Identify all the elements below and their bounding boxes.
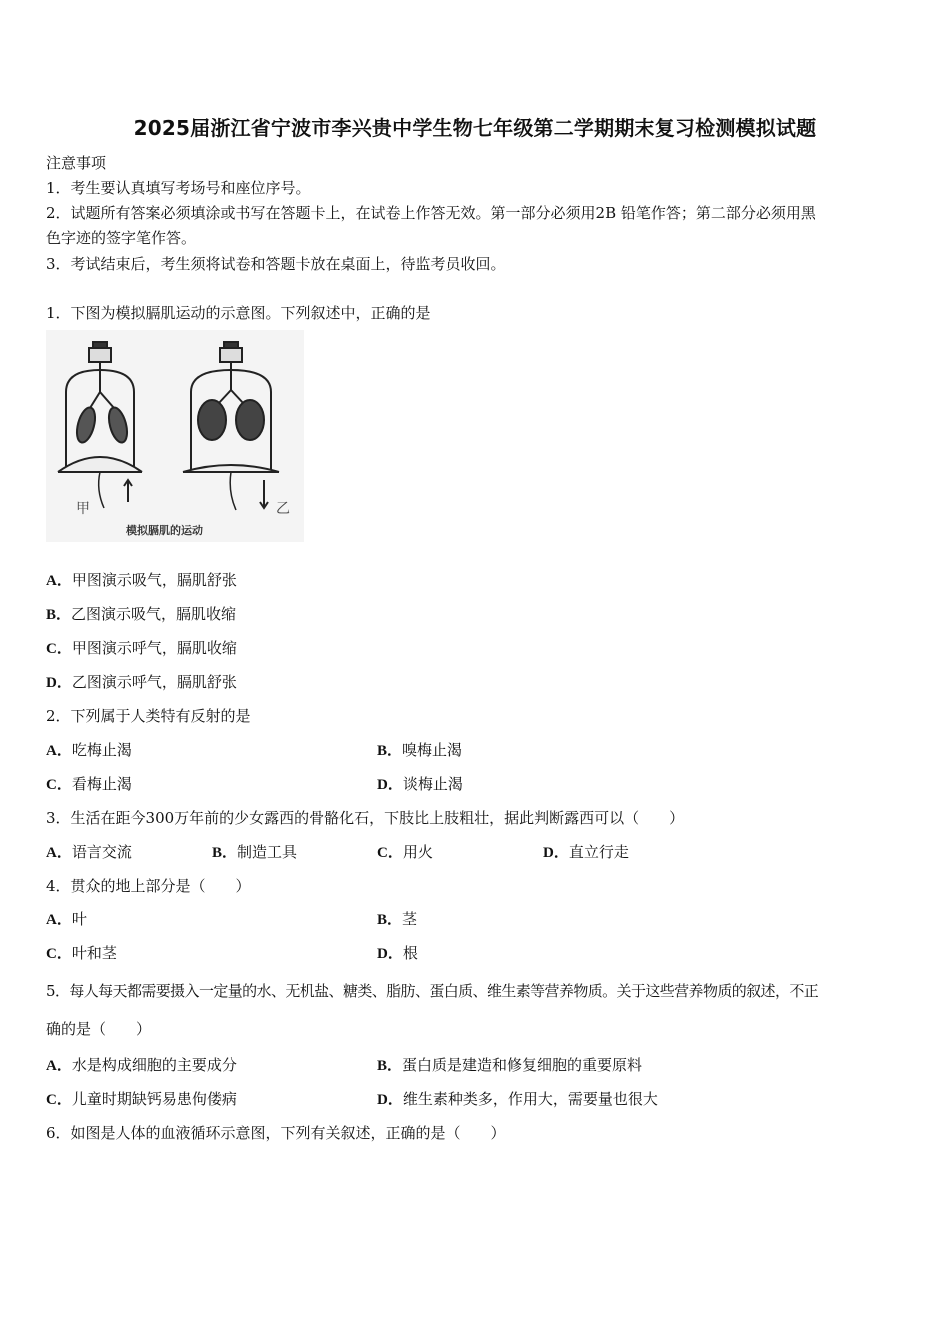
option-text: 谈梅止渴 [402, 775, 463, 793]
option-label: A． [46, 743, 72, 759]
q2-option-c [46, 773, 132, 794]
option-text: 乙图演示呼气，膈肌舒张 [71, 673, 237, 691]
question-6-stem: 6．如图是人体的血液循环示意图，下列有关叙述，正确的是（ ） [46, 1124, 506, 1142]
figure-label-left: 甲 [76, 501, 90, 517]
q1-option-c [46, 637, 237, 658]
q5-option-a [46, 1054, 237, 1075]
q4-option-d [377, 942, 418, 963]
question-1-stem: 1．下图为模拟膈肌运动的示意图。下列叙述中，正确的是 [46, 304, 431, 322]
notice-item: 3．考试结束后，考生须将试卷和答题卡放在桌面上，待监考员收回。 [46, 255, 506, 273]
option-label: B． [212, 845, 238, 861]
question-5-stem: 5．每人每天都需要摄入一定量的水、无机盐、糖类、脂肪、蛋白质、维生素等营养物质。关于这些营养物质的叙述，不正 [46, 982, 819, 1000]
figure-caption: 模拟膈肌的运动 [126, 524, 203, 537]
q3-option-a [46, 841, 132, 862]
q5-option-b [377, 1054, 642, 1075]
option-text: 根 [402, 944, 418, 962]
q3-option-c [377, 841, 433, 862]
option-label: D． [377, 777, 403, 793]
option-label: C． [46, 946, 72, 962]
q1-option-d [46, 671, 237, 692]
option-label: A． [46, 845, 72, 861]
notice-heading: 注意事项 [46, 154, 107, 172]
option-text: 叶 [71, 910, 87, 928]
option-label: A． [46, 573, 72, 589]
q5-option-d [377, 1088, 658, 1109]
option-label: A． [46, 912, 72, 928]
q4-option-a [46, 908, 87, 929]
option-label: B． [377, 743, 403, 759]
option-label: B． [377, 1058, 403, 1074]
option-label: D． [377, 946, 403, 962]
option-label: D． [543, 845, 569, 861]
figure-label-right: 乙 [276, 501, 290, 517]
option-text: 直立行走 [568, 843, 629, 861]
option-text: 看梅止渴 [71, 775, 132, 793]
notice-item: 2．试题所有答案必须填涂或书写在答题卡上，在试卷上作答无效。第一部分必须用2B 铅笔作答；第二部分必须用黑 [46, 204, 816, 222]
option-text: 用火 [402, 843, 433, 861]
q5-option-c [46, 1088, 237, 1109]
option-label: C． [46, 641, 72, 657]
option-text: 甲图演示呼气，膈肌收缩 [71, 639, 237, 657]
question-4-stem: 4．贯众的地上部分是（ ） [46, 877, 251, 895]
option-text: 制造工具 [237, 843, 298, 861]
option-text: 语言交流 [71, 843, 132, 861]
option-text: 甲图演示吸气，膈肌舒张 [71, 571, 237, 589]
q2-option-b [377, 739, 462, 760]
q1-option-a [46, 569, 237, 590]
notice-item: 色字迹的签字笔作答。 [46, 229, 197, 247]
option-label: C． [46, 777, 72, 793]
exam-title: 2025届浙江省宁波市李兴贵中学生物七年级第二学期期末复习检测模拟试题 [133, 116, 817, 140]
q4-option-c [46, 942, 117, 963]
option-label: B． [377, 912, 403, 928]
option-text: 乙图演示吸气，膈肌收缩 [71, 605, 237, 623]
option-text: 叶和茎 [71, 944, 117, 962]
q1-option-b [46, 603, 236, 624]
option-text: 儿童时期缺钙易患佝偻病 [71, 1090, 237, 1108]
q2-option-d [377, 773, 463, 794]
question-3-stem: 3．生活在距今300万年前的少女露西的骨骼化石，下肢比上肢粗壮，据此判断露西可以（ ） [46, 809, 685, 827]
option-label: B． [46, 607, 72, 623]
option-text: 水是构成细胞的主要成分 [71, 1056, 237, 1074]
option-label: C． [377, 845, 403, 861]
option-label: D． [377, 1092, 403, 1108]
option-label: D． [46, 675, 72, 691]
q2-option-a [46, 739, 132, 760]
notice-item: 1．考生要认真填写考场号和座位序号。 [46, 179, 311, 197]
option-text: 蛋白质是建造和修复细胞的重要原料 [402, 1056, 643, 1074]
q3-option-d [543, 841, 629, 862]
option-text: 维生素种类多，作用大，需要量也很大 [402, 1090, 658, 1108]
option-text: 茎 [402, 910, 418, 928]
option-text: 吃梅止渴 [71, 741, 132, 759]
option-label: A． [46, 1058, 72, 1074]
option-text: 嗅梅止渴 [402, 741, 463, 759]
question-2-stem: 2．下列属于人类特有反射的是 [46, 707, 251, 725]
option-label: C． [46, 1092, 72, 1108]
diaphragm-model-figure [46, 330, 304, 542]
q3-option-b [212, 841, 297, 862]
q4-option-b [377, 908, 417, 929]
question-5-stem-continued: 确的是（ ） [46, 1020, 152, 1038]
